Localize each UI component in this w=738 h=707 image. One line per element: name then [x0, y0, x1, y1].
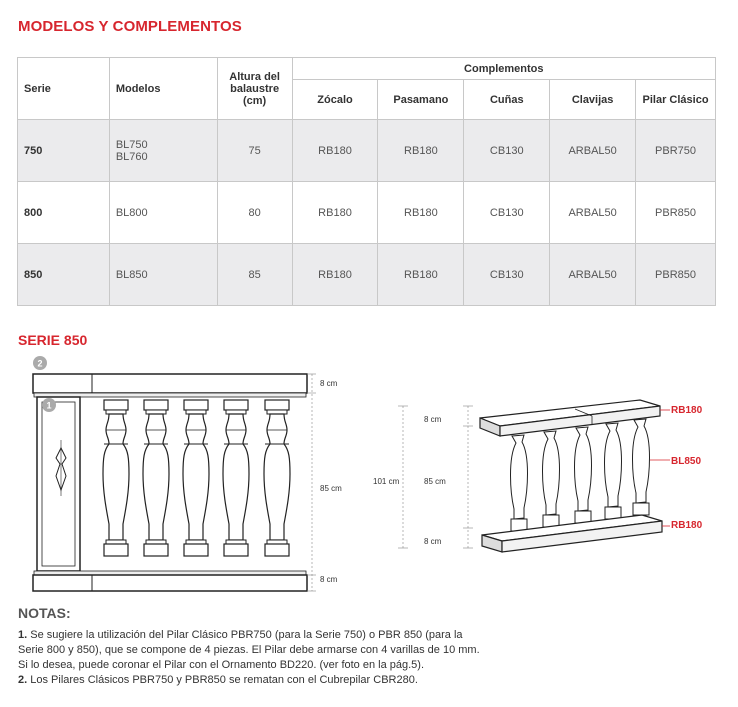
cell-modelos: BL800	[109, 182, 217, 244]
page-title: MODELOS Y COMPLEMENTOS	[18, 18, 242, 35]
note-2	[18, 673, 488, 688]
table-row	[18, 244, 716, 306]
cell-zocalo: RB180	[292, 182, 378, 244]
header-complementos: Complementos	[292, 58, 715, 80]
cell-zocalo: RB180	[292, 244, 378, 306]
isometric-drawing	[360, 380, 730, 580]
cell-modelos: BL850	[109, 244, 217, 306]
note-1-line-3: Si lo desea, puede coronar el Pilar con el Ornamento BD220. (ver foto en la pág.5).	[18, 659, 425, 671]
cell-altura: 80	[217, 182, 292, 244]
note-2-text: Los Pilares Clásicos PBR750 y PBR850 se rematan con el Cubrepilar CBR280.	[30, 674, 418, 686]
header-serie: Serie	[18, 58, 110, 120]
iso-dim-mid: 85 cm	[424, 477, 446, 486]
cell-clavijas: ARBAL50	[550, 120, 636, 182]
models-table	[17, 57, 716, 306]
header-altura: Altura del balaustre (cm)	[217, 58, 292, 120]
note-1-line-1: Se sugiere la utilización del Pilar Clásico PBR750 (para la Serie 750) o PBR 850 (para la	[30, 629, 463, 641]
cell-pilar: PBR750	[636, 120, 716, 182]
note-1-line-2: Serie 800 y 850), que se compone de 4 piezas. El Pilar debe armarse con 4 varillas de 10 mm.	[18, 644, 480, 656]
table-row	[18, 182, 716, 244]
cell-pilar: PBR850	[636, 244, 716, 306]
cell-clavijas: ARBAL50	[550, 182, 636, 244]
notes-heading: NOTAS:	[18, 605, 71, 621]
front-elevation-drawing	[0, 350, 360, 595]
callout-rb180-bottom: RB180	[671, 520, 703, 531]
note-1	[18, 628, 488, 643]
header-clavijas: Clavijas	[550, 80, 636, 120]
cell-pasamano: RB180	[378, 182, 464, 244]
table-row	[18, 120, 716, 182]
header-pilar: Pilar Clásico	[636, 80, 716, 120]
iso-dim-top: 8 cm	[424, 415, 442, 424]
cell-altura: 75	[217, 120, 292, 182]
callout-rb180-top: RB180	[671, 405, 703, 416]
badge-1-label: 1	[46, 400, 52, 411]
model-code: BL760	[115, 150, 148, 163]
cell-cunas: CB130	[464, 244, 550, 306]
cell-zocalo: RB180	[292, 120, 378, 182]
cell-cunas: CB130	[464, 120, 550, 182]
model-code: BL750	[115, 138, 148, 151]
serie-850-title: SERIE 850	[18, 332, 88, 348]
front-dim-mid: 85 cm	[320, 484, 342, 493]
badge-2-label: 2	[37, 358, 43, 369]
cell-pilar: PBR850	[636, 182, 716, 244]
header-zocalo: Zócalo	[292, 80, 378, 120]
cell-serie: 800	[18, 182, 110, 244]
notes-body	[18, 628, 488, 688]
cell-modelos	[109, 120, 217, 182]
front-dim-top: 8 cm	[320, 379, 338, 388]
header-pasamano: Pasamano	[378, 80, 464, 120]
iso-dim-total: 101 cm	[373, 477, 400, 486]
note-2-number: 2.	[18, 674, 28, 686]
header-cunas: Cuñas	[464, 80, 550, 120]
cell-cunas: CB130	[464, 182, 550, 244]
cell-altura: 85	[217, 244, 292, 306]
cell-pasamano: RB180	[378, 244, 464, 306]
note-1-number: 1.	[18, 629, 28, 641]
iso-dim-bottom: 8 cm	[424, 537, 442, 546]
cell-pasamano: RB180	[378, 120, 464, 182]
cell-serie: 850	[18, 244, 110, 306]
front-dim-bottom: 8 cm	[320, 575, 338, 584]
callout-bl850: BL850	[671, 456, 702, 467]
cell-serie: 750	[18, 120, 110, 182]
header-modelos: Modelos	[109, 58, 217, 120]
cell-clavijas: ARBAL50	[550, 244, 636, 306]
